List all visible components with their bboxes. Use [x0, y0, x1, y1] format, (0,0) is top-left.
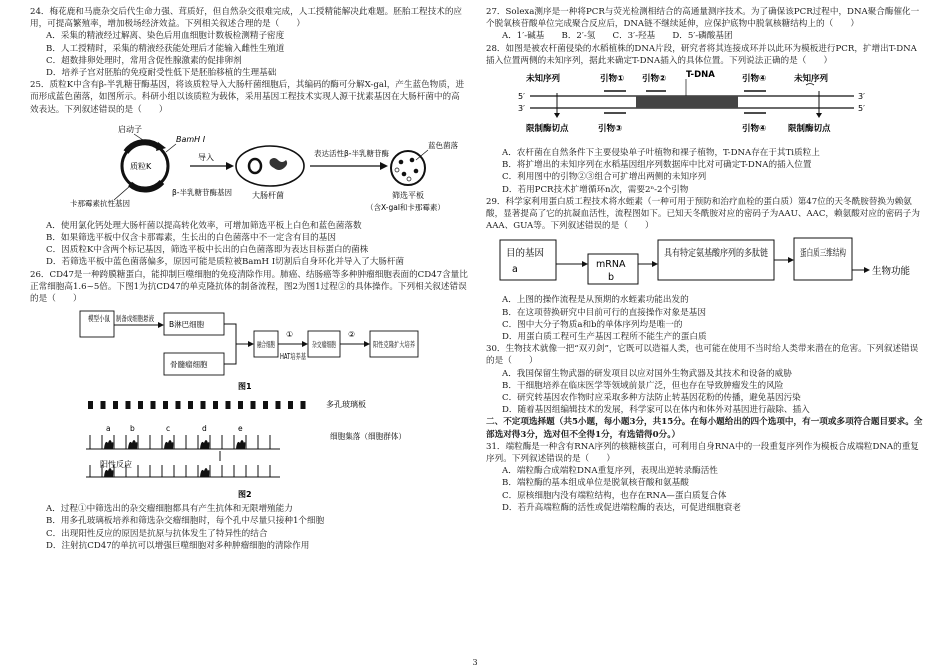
five-prime-top: 5′ — [518, 92, 525, 102]
fig1-caption: 图1 — [238, 382, 252, 392]
q31-option-c: C．原核细胞内没有端粒结构，也存在RNA—蛋白质复合体 — [502, 490, 727, 501]
protein-label: 蛋白质三维结构 — [800, 248, 867, 260]
q25-option-a: A．使用氯化钙处理大肠杆菌以提高转化效率，可增加筛选平板上白色和蓝色菌落数 — [46, 220, 362, 231]
cell-colony-icon — [104, 440, 113, 449]
q26-stem: 26．CD47是一种跨膜糖蛋白，能抑制巨噬细胞的免疫清除作用。肺癌、结肠癌等多种肿瘤细胞表面的CD47含量比正常细胞高1.6~5倍。下图1为抗CD47的单克隆抗体的制备流程，图2为图1过程②的具体操作。下列相关叙述错误的是（ ） — [30, 269, 468, 305]
colony-letter: a — [106, 424, 111, 434]
blue-colony-dot — [414, 169, 419, 174]
cut-site-icon — [554, 113, 560, 118]
well-mark — [251, 401, 256, 409]
mrna-label: mRNA — [596, 259, 626, 271]
well-mark — [176, 401, 181, 409]
q31-option-a: A．端粒酶合成端粒DNA重复序列，表现出逆转录酶活性 — [502, 466, 718, 477]
step2-label: ② — [348, 330, 356, 340]
q28-option-a: A．农杆菌在自然条件下主要侵染单子叶植物和裸子植物，T-DNA存在于其Ti质粒上 — [502, 148, 820, 159]
q25-figure — [30, 118, 468, 218]
q26-option-a: A．过程①中筛选出的杂交瘤细胞都具有产生抗体和无限增殖能力 — [46, 504, 293, 515]
q29-stem: 29．科学家利用蛋白质工程技术将水蛭素（一种可用于预防和治疗血栓的蛋白质）第47位的天冬酰胺替换为赖氨酸，显著提高了它的抗凝血活性，流程图如下。已知天冬酰胺对应的密码子为AAU、AAC，赖氨酸对应的密码子为AAA、GUA等。下列叙述错误的是（ ） — [486, 196, 920, 232]
q29-option-c: C．图中大分子物质a和b的单体序列均是唯一的 — [502, 319, 683, 330]
import-arrow-head-icon — [226, 162, 234, 170]
cut-right-label: 限制酶切点 — [788, 124, 831, 135]
plasmid-label: 质粒K — [130, 161, 152, 171]
step2-arrow-head-icon — [364, 341, 370, 347]
cell-colony-icon — [164, 440, 173, 449]
q29-option-b: B．在这项替换研究中目前可行的直接操作对象是基因 — [502, 307, 706, 318]
prep-label: 制备成细胞悬液 — [116, 314, 169, 324]
right-column — [486, 6, 924, 514]
merge-arrow-head-icon — [248, 341, 254, 347]
bamhi-label: BamH I — [176, 134, 206, 144]
cell-colony-icon — [236, 440, 245, 449]
express-label: 表达活性β-半乳糖苷酶 — [314, 148, 389, 158]
q26-option-b: B．用多孔玻璃板培养和筛选杂交瘤细胞时，每个孔中尽量只接种1个细胞 — [46, 516, 325, 527]
gene-label: 目的基因 — [506, 248, 545, 260]
blue-colony-label: 蓝色菌落 — [428, 140, 458, 150]
positive-colony-icon — [104, 468, 113, 477]
q30-stem: 30．生物技术就像一把“双刃剑”，它既可以造福人类，也可能在使用不当时给人类带来潜在的危害。下列叙述错误的是（ ） — [486, 344, 919, 367]
q28-option-c: C．利用图中的引物②③组合可扩增出两侧的未知序列 — [502, 172, 707, 183]
cell-colony-icon — [128, 440, 137, 449]
arrow-head-icon — [652, 261, 658, 267]
well-mark — [263, 401, 268, 409]
beta-gene-label: β-半乳糖苷酶基因 — [172, 187, 232, 197]
q28-option-d: D．若用PCR技术扩增循环n次，需要2ⁿ-2个引物 — [502, 184, 689, 195]
cut-left-label: 限制酶切点 — [526, 124, 569, 135]
beta-gene-segment — [126, 142, 160, 152]
q29-figure — [486, 234, 924, 292]
q25-stem: 25．质粒K中含有β-半乳糖苷酶基因，将该质粒导入大肠杆菌细胞后，其编码的酶可分解X-gal，产生蓝色物质，进而形成蓝色菌落，如图所示。科研小组以该质粒为载体，采用基因工程技术实现人源干扰素基因在大肠杆菌中的高效表达。下列叙述错误的是（ ） — [30, 80, 465, 115]
q28-figure — [486, 69, 924, 145]
tdna-label: T-DNA — [686, 70, 715, 81]
well-mark — [126, 401, 131, 409]
polypeptide-box — [658, 240, 788, 280]
q29-option-d: D．用蛋白质工程可生产基因工程所不能生产的蛋白质 — [502, 332, 707, 343]
well-mark — [213, 401, 218, 409]
cell-colony-icon — [200, 440, 209, 449]
colony-letter: c — [166, 424, 171, 434]
well-mark — [88, 401, 93, 409]
q24-option-a: A．采集的精液经过解离、染色后用血细胞计数板检测精子密度 — [46, 31, 285, 42]
q24-stem: 24．梅花鹿和马鹿杂交后代生命力强、茸质好，但自然杂交很难完成，人工授精能解决此难题。胚胎工程技术的应用，可提高繁殖率，增加极场经济效益。下列相关叙述合理的是（ ） — [30, 7, 463, 30]
unknown-left-label: 未知序列 — [526, 74, 561, 85]
q27-stem: 27．Solexa测序是一种将PCR与荧光检测相结合的高通量测序技术。为了确保该PCR过程中，DNA聚合酶催化一个脱氧核苷酸单位完成聚合反应后，DNA链不继续延伸，应保护底物中脱氧核糖结构上的（ ） — [486, 7, 920, 30]
tdna-block — [636, 96, 738, 108]
well-mark — [101, 401, 106, 409]
well-mark — [151, 401, 156, 409]
polypeptide-label: 具有特定氨基酸序列的多肽链 — [664, 248, 788, 260]
plate-note: （含X-gal和卡那霉素） — [366, 202, 445, 212]
kan-gene-segment — [130, 182, 162, 190]
q29-option-a: A．上图的操作流程是从预期的水蛭素功能出发的 — [502, 295, 689, 306]
well-mark — [113, 401, 118, 409]
five-prime-bottom: 5′ — [858, 104, 865, 114]
primer4b-label: 引物④ — [742, 124, 767, 135]
kan-pointer — [114, 186, 130, 200]
fig2-caption: 图2 — [238, 490, 252, 500]
q25-option-b: B．如果筛选平板中仅含卡那霉素，生长出的白色菌落中不一定含有目的基因 — [46, 233, 336, 244]
protein-box — [794, 238, 867, 280]
primer4-label: 引物④ — [742, 74, 767, 85]
well-mark — [301, 401, 306, 409]
myeloma-label: 骨髓瘤细胞 — [170, 360, 208, 370]
import-label: 导入 — [198, 152, 214, 162]
fusion-label: 融合细胞 — [257, 340, 287, 350]
bamhi-pointer — [166, 144, 176, 152]
white-colony-dot — [395, 168, 399, 172]
q24-option-b: B．人工授精时，采集的精液经获能处理后才能输入雌性生殖道 — [46, 43, 285, 54]
blue-colony-dot — [399, 160, 404, 165]
q30-option-a: A．我国保留生物武器的研发项目以应对国外生物武器及其技术和设备的威胁 — [502, 368, 792, 379]
arrow-head-icon — [864, 267, 870, 273]
well-mark — [188, 401, 193, 409]
well-mark — [276, 401, 281, 409]
q31-option-b: B．端粒酶的基本组成单位是脱氧核苷酸和氨基酸 — [502, 478, 689, 489]
q31-option-d: D．若升高端粒酶的活性或促进端粒酶的表达，可促进细胞衰老 — [502, 502, 741, 513]
flow-arrow-head-icon — [158, 322, 164, 328]
q24-option-c: C．超数排卵处理时，常用含促性腺激素的促排卵剂 — [46, 55, 242, 66]
colony-row — [90, 424, 270, 461]
hybrid-label: 杂交瘤细胞 — [312, 340, 350, 350]
kan-gene-label: 卡那霉素抗性基因 — [70, 198, 130, 208]
merge-bracket — [224, 324, 248, 364]
ecoli-dna-icon — [270, 158, 288, 170]
q28-stem: 28．如图是被农杆菌侵染的水稻植株的DNA片段，研究者将其连接成环并以此环为模板进行PCR，扩增出T-DNA插入位置两侧的未知序列，据此来确定T-DNA插入的具体位置。下列说法正确的是（ ） — [486, 43, 917, 66]
positive-colony-icon — [200, 468, 209, 477]
plate-label: 多孔玻璃板 — [326, 400, 366, 410]
unknown-right-label: 未知序列 — [794, 74, 829, 85]
q26-figure1 — [30, 307, 468, 393]
blue-colony-dot — [402, 172, 407, 177]
hat-label: HAT培养基 — [280, 352, 318, 362]
three-prime-bottom: 3′ — [518, 104, 525, 114]
q26-option-c: C．出现阳性反应的原因是抗原与抗体发生了特异性的结合 — [46, 528, 268, 539]
colony-letter: d — [202, 424, 207, 434]
well-mark — [163, 401, 168, 409]
plate-label: 筛选平板 — [392, 190, 424, 200]
q25-option-d: D．若筛选平板中蓝色菌落偏多，原因可能是质粒被BamH I切割后自身环化并导入了大肠杆菌 — [46, 257, 405, 268]
q26-option-d: D．注射抗CD47的单抗可以增强巨噬细胞对多种肿瘤细胞的清除作用 — [46, 540, 310, 551]
well-mark — [288, 401, 293, 409]
express-arrow-head-icon — [380, 162, 388, 170]
page-number: 3 — [472, 658, 478, 667]
colony-letter: e — [238, 424, 243, 434]
colony-letter: b — [130, 424, 135, 434]
positive-label: 阳性反应 — [100, 460, 132, 470]
q30-option-c: C．研究转基因农作物时应采取多种方法防止转基因花粉的传播，避免基因污染 — [502, 393, 801, 404]
q27-options: A．1′-碱基 B．2′-氢 C．3′-羟基 D．5′-磷酸基团 — [502, 31, 733, 42]
mrna-sub: b — [608, 272, 615, 284]
ecoli-label: 大肠杆菌 — [252, 190, 284, 200]
q28-option-b: B．将扩增出的未知序列在水稻基因组序列数据库中比对可确定T-DNA的插入位置 — [502, 160, 812, 171]
step1-arrow-head-icon — [302, 341, 308, 347]
b-cell-label: B淋巴细胞 — [169, 320, 205, 330]
gene-box — [500, 240, 556, 280]
well-mark — [138, 401, 143, 409]
ecoli-plasmid-icon — [249, 159, 261, 173]
function-label: 生物功能 — [872, 266, 911, 278]
q25-option-c: C．因质粒K中含两个标记基因，筛选平板中长出的白色菌落即为表达目标蛋白的菌株 — [46, 245, 369, 256]
mouse-label: 模型小鼠 — [88, 314, 118, 324]
primer2-label: 引物② — [642, 74, 667, 85]
arrow-head-icon — [788, 257, 794, 263]
q30-option-b: B．干细胞培养在临床医学等领域前景广泛，但也存在导致肿瘤发生的风险 — [502, 380, 784, 391]
arrow-head-icon — [582, 261, 588, 267]
well-row — [88, 401, 306, 409]
gene-sub: a — [512, 264, 518, 276]
primer3-label: 引物③ — [598, 124, 623, 135]
three-prime-top: 3′ — [858, 92, 865, 102]
q31-stem: 31．端粒酶是一种含有RNA序列的核糖核蛋白，可利用自身RNA中的一段重复序列作为模板合成端粒DNA的重复序列。下列叙述错误的是（ ） — [486, 441, 919, 465]
left-column — [30, 6, 468, 552]
section-2-heading: 二、不定项选择题（共5小题，每小题3分，共15分。在每小题给出的四个选项中，有一项或多项符合题目要求。全部选对得3分，选对但不全得1分，有选错得0分。） — [486, 417, 923, 440]
blue-colony-dot — [410, 158, 415, 163]
promoter-label: 启动子 — [118, 124, 142, 134]
q30-option-d: D．随着基因组编辑技术的发展，科学家可以在体内和体外对基因进行敲除、插入 — [502, 405, 810, 416]
primer1-label: 引物① — [600, 74, 625, 85]
cut-site-icon — [816, 113, 822, 118]
well-mark — [226, 401, 231, 409]
q26-figure2 — [30, 395, 468, 501]
step1-label: ① — [286, 330, 294, 340]
q24-option-d: D．培养子宫对胚胎的免疫耐受性低下是胚胎移植的生理基础 — [46, 68, 277, 79]
well-mark — [238, 401, 243, 409]
white-colony-dot — [407, 177, 411, 181]
well-mark — [201, 401, 206, 409]
colony-label: 细胞集落（细胞群体） — [330, 432, 410, 442]
ecoli-cell — [236, 146, 304, 186]
positive-label: 阳性克隆扩大培养 — [373, 340, 433, 350]
